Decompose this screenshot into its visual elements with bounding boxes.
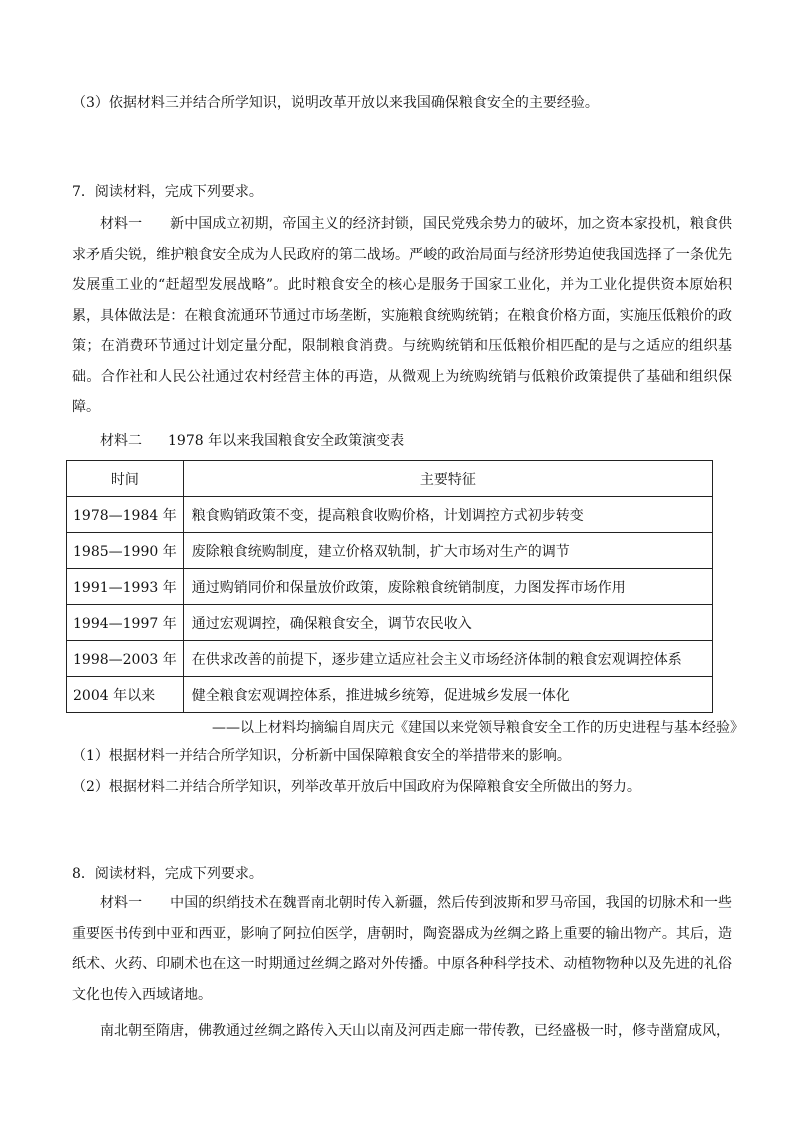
q7-sub1: （1）根据材料一并结合所学知识，分析新中国保障粮食安全的举措带来的影响。	[72, 748, 571, 764]
q7-material1-text: 新中国成立初期，帝国主义的经济封锁，国民党残余势力的破坏，加之资本家投机，粮食供求矛盾尖锐，维护粮食安全成为人民政府的第二战场。严峻的政治局面与经济形势迫使我国选择了一条优先发展重工业的“赶超型发展战略”。此时粮食安全的核心是服务于国家工业化，并为工业化提供资本原始积累，具体做法是：在粮食流通环节通过市场垄断，实施粮食统购统销；在粮食价格方面，实施压低粮价的政策；在消费环节通过计划定量分配，限制粮食消费。与统购统销和压低粮价相匹配的是与之适应的组织基础。合作社和人民公社通过农村经营主体的再造，从微观上为统购统销与低粮价政策提供了基础和组织保障。	[72, 216, 733, 415]
table-cell-feature: 通过宏观调控，确保粮食安全，调节农民收入	[183, 605, 712, 641]
table-header-row	[67, 461, 713, 497]
table-cell-time: 1985—1990 年	[67, 533, 184, 569]
table-row	[67, 569, 713, 605]
table-cell-feature: 废除粮食统购制度，建立价格双轨制，扩大市场对生产的调节	[183, 533, 712, 569]
q7-material1-paragraph	[72, 209, 732, 423]
table-header-feature: 主要特征	[183, 461, 712, 497]
table-header-time: 时间	[67, 461, 184, 497]
table-row	[67, 641, 713, 677]
table-cell-feature: 在供求改善的前提下，逐步建立适应社会主义市场经济体制的粮食宏观调控体系	[183, 641, 712, 677]
q7-sub2: （2）根据材料二并结合所学知识，列举改革开放后中国政府为保障粮食安全所做出的努力。	[72, 779, 641, 795]
q8-material1-label: 材料一	[100, 895, 143, 911]
q8-material1-text: 中国的织绡技术在魏晋南北朝时传入新疆，然后传到波斯和罗马帝国，我国的切脉术和一些重要医书传到中亚和西亚，影响了阿拉伯医学，唐朝时，陶瓷器成为丝绸之路上重要的输出物产。其后，造纸术、火药、印刷术也在这一时期通过丝绸之路对外传播。中原各种科学技术、动植物物种以及先进的礼俗文化也传入西域诸地。	[72, 895, 733, 1003]
policy-evolution-table	[66, 460, 713, 713]
table-row	[67, 605, 713, 641]
q8-material1-paragraph	[72, 888, 732, 1010]
table-cell-feature: 通过购销同价和保量放价政策，废除粮食统销制度，力图发挥市场作用	[183, 569, 712, 605]
q8-paragraph-2: 南北朝至隋唐，佛教通过丝绸之路传入天山以南及河西走廊一带传教，已经盛极一时，修寺凿窟成风，	[100, 1023, 730, 1039]
q7-material1-label: 材料一	[100, 216, 143, 232]
question-7-title: 7．阅读材料，完成下列要求。	[72, 184, 263, 200]
table-cell-time: 2004 年以来	[67, 677, 184, 713]
table-cell-time: 1978—1984 年	[67, 497, 184, 533]
table-row	[67, 677, 713, 713]
question-6-sub3: （3）依据材料三并结合所学知识，说明改革开放以来我国确保粮食安全的主要经验。	[72, 95, 599, 111]
table-cell-time: 1998—2003 年	[67, 641, 184, 677]
table-cell-feature: 健全粮食宏观调控体系，推进城乡统筹，促进城乡发展一体化	[183, 677, 712, 713]
q7-material2-caption: 1978 年以来我国粮食安全政策演变表	[168, 433, 405, 449]
q7-source-citation: ——以上材料均摘编自周庆元《建国以来党领导粮食安全工作的历史进程与基本经验》	[212, 720, 744, 736]
table-cell-time: 1994—1997 年	[67, 605, 184, 641]
question-8-title: 8．阅读材料，完成下列要求。	[72, 866, 263, 882]
q7-material2-label: 材料二	[100, 433, 142, 449]
table-row	[67, 497, 713, 533]
table-cell-feature: 粮食购销政策不变，提高粮食收购价格，计划调控方式初步转变	[183, 497, 712, 533]
table-row	[67, 533, 713, 569]
q7-material2-caption-line	[100, 431, 404, 451]
table-cell-time: 1991—1993 年	[67, 569, 184, 605]
